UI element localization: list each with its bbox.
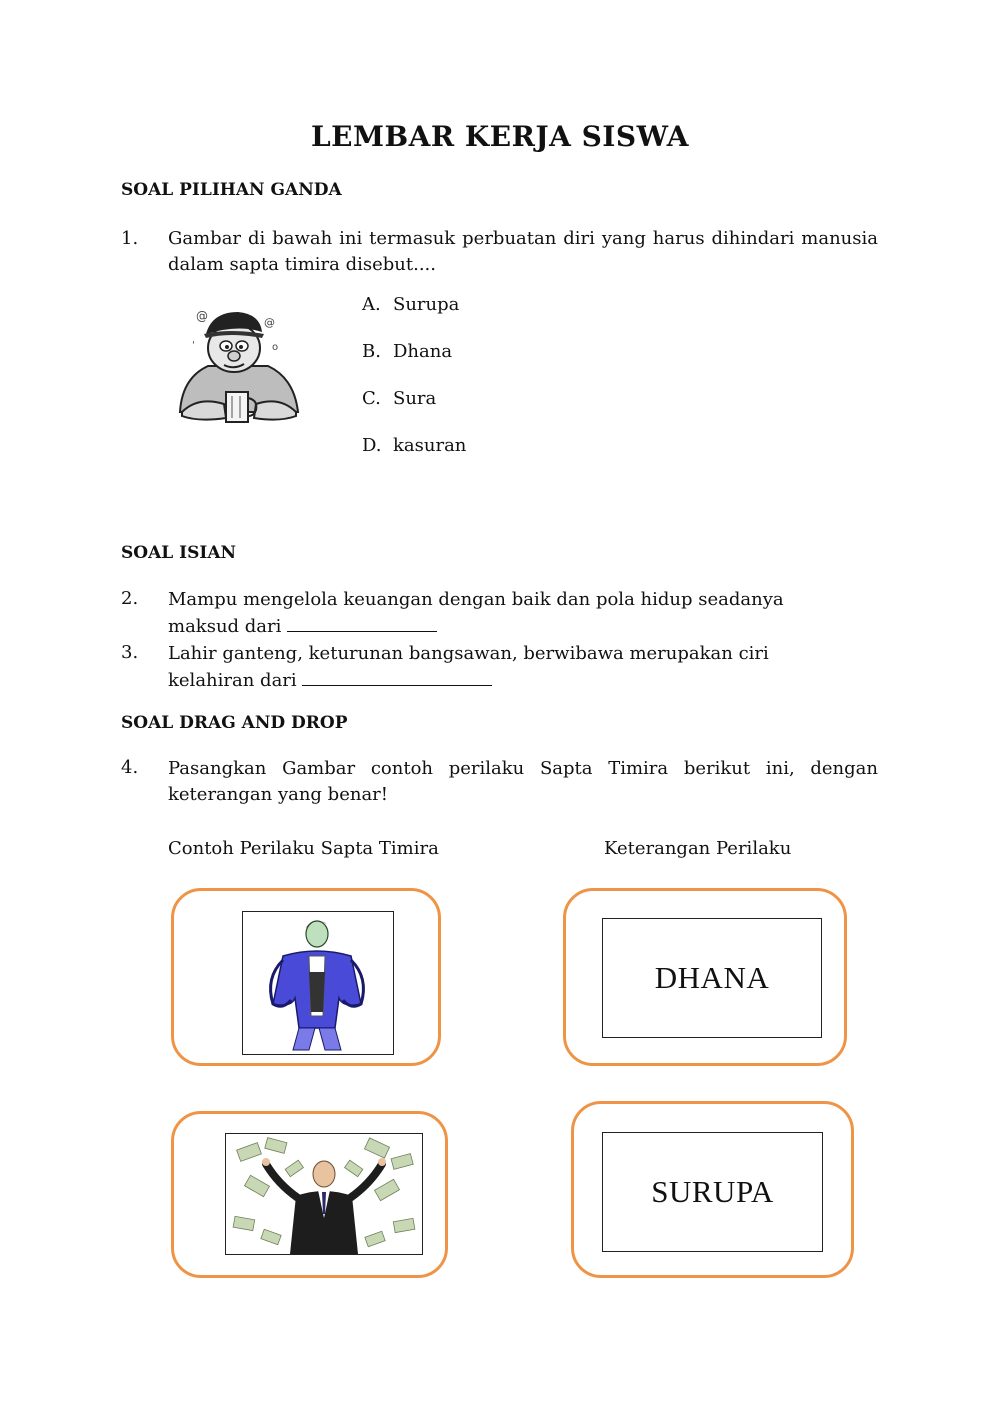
section-heading-multiple-choice: SOAL PILIHAN GANDA bbox=[121, 180, 342, 200]
label-surupa: SURUPA bbox=[602, 1132, 823, 1252]
section-heading-fill-in: SOAL ISIAN bbox=[121, 543, 237, 563]
option-c-letter: C. bbox=[362, 388, 381, 409]
option-a-letter: A. bbox=[362, 294, 381, 315]
svg-text:@: @ bbox=[264, 316, 275, 329]
svg-text:o: o bbox=[272, 342, 279, 353]
question-3-text bbox=[168, 641, 878, 694]
question-3-answer-blank[interactable] bbox=[302, 667, 492, 686]
image-card-2[interactable] bbox=[171, 1111, 448, 1278]
question-3-line1: Lahir ganteng, keturunan bangsawan, berwibawa merupakan ciri bbox=[168, 643, 769, 664]
question-3-line2: kelahiran dari bbox=[168, 670, 297, 691]
svg-text:@: @ bbox=[196, 309, 208, 323]
option-a-text: Surupa bbox=[393, 294, 460, 315]
question-4-number: 4. bbox=[121, 757, 139, 778]
question-2-line2: maksud dari bbox=[168, 616, 282, 637]
question-2-number: 2. bbox=[121, 588, 139, 609]
image-card-1[interactable] bbox=[171, 888, 441, 1066]
question-1-text: Gambar di bawah ini termasuk perbuatan diri yang harus dihindari manusia dalam sapta timira disebut.... bbox=[168, 228, 878, 275]
nobleman-illustration-icon bbox=[242, 911, 394, 1055]
option-d[interactable] bbox=[362, 435, 466, 456]
option-d-text: kasuran bbox=[393, 435, 467, 456]
left-column-heading: Contoh Perilaku Sapta Timira bbox=[168, 838, 439, 859]
option-a[interactable] bbox=[362, 294, 459, 315]
right-column-heading: Keterangan Perilaku bbox=[604, 838, 792, 859]
drunk-man-illustration-icon bbox=[168, 300, 308, 430]
svg-text:': ' bbox=[192, 340, 195, 351]
option-d-letter: D. bbox=[362, 435, 382, 456]
man-throwing-money-icon bbox=[225, 1133, 423, 1255]
label-card-2[interactable] bbox=[571, 1101, 854, 1278]
label-dhana: DHANA bbox=[602, 918, 822, 1038]
question-1-number: 1. bbox=[121, 228, 139, 249]
option-b-text: Dhana bbox=[393, 341, 453, 362]
question-2-line1: Mampu mengelola keuangan dengan baik dan pola hidup seadanya bbox=[168, 589, 784, 610]
option-b-letter: B. bbox=[362, 341, 381, 362]
question-4-text: Pasangkan Gambar contoh perilaku Sapta Timira berikut ini, dengan keterangan yang benar! bbox=[168, 758, 878, 805]
option-c-text: Sura bbox=[393, 388, 437, 409]
option-c[interactable] bbox=[362, 388, 436, 409]
section-heading-drag-drop: SOAL DRAG AND DROP bbox=[121, 713, 348, 733]
option-b[interactable] bbox=[362, 341, 452, 362]
question-3-number: 3. bbox=[121, 642, 139, 663]
question-2-text bbox=[168, 587, 878, 640]
worksheet-title: LEMBAR KERJA SISWA bbox=[310, 120, 690, 153]
label-card-1[interactable] bbox=[563, 888, 847, 1066]
question-2-answer-blank[interactable] bbox=[287, 613, 437, 632]
